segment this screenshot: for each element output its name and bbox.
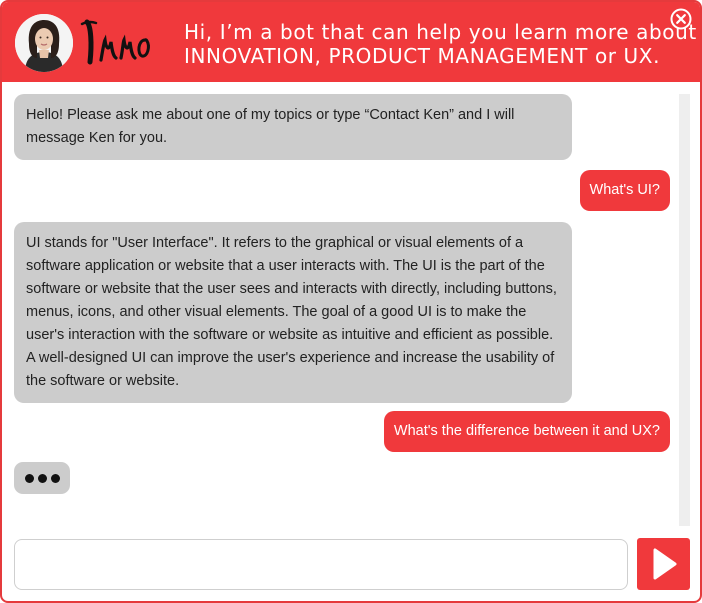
bot-message: UI stands for "User Interface". It refers to the graphical or visual elements of a software application or website that a user interacts with. The UI is the part of the software or website that the user sees and interacts with directly, including buttons, menus, icons, and other visual elements. The goal of a good UI is to make the user's interaction with the software or website as intuitive and efficient as possible. A well-designed UI can improve the user's experience and increase the usability of the software or website. <box>14 222 572 403</box>
bot-message: Hello! Please ask me about one of my topics or type “Contact Ken” and I will message Ken for you. <box>14 94 572 160</box>
header-tagline-line1: Hi, I’m a bot that can help you learn more about <box>184 20 697 44</box>
typing-indicator <box>14 462 70 494</box>
send-button[interactable] <box>637 538 690 590</box>
inno-logo <box>79 10 159 70</box>
user-message: What's the difference between it and UX? <box>384 411 670 452</box>
chat-header <box>2 2 700 82</box>
close-icon[interactable] <box>670 8 692 30</box>
bot-avatar <box>15 14 73 72</box>
user-message: What's UI? <box>580 170 670 211</box>
typing-dot <box>51 474 60 483</box>
typing-dot <box>38 474 47 483</box>
header-tagline-line2: INNOVATION, PRODUCT MANAGEMENT or UX. <box>184 44 661 68</box>
message-list <box>2 82 692 527</box>
typing-dot <box>25 474 34 483</box>
play-arrow-icon <box>637 538 690 590</box>
message-input[interactable] <box>14 539 628 590</box>
